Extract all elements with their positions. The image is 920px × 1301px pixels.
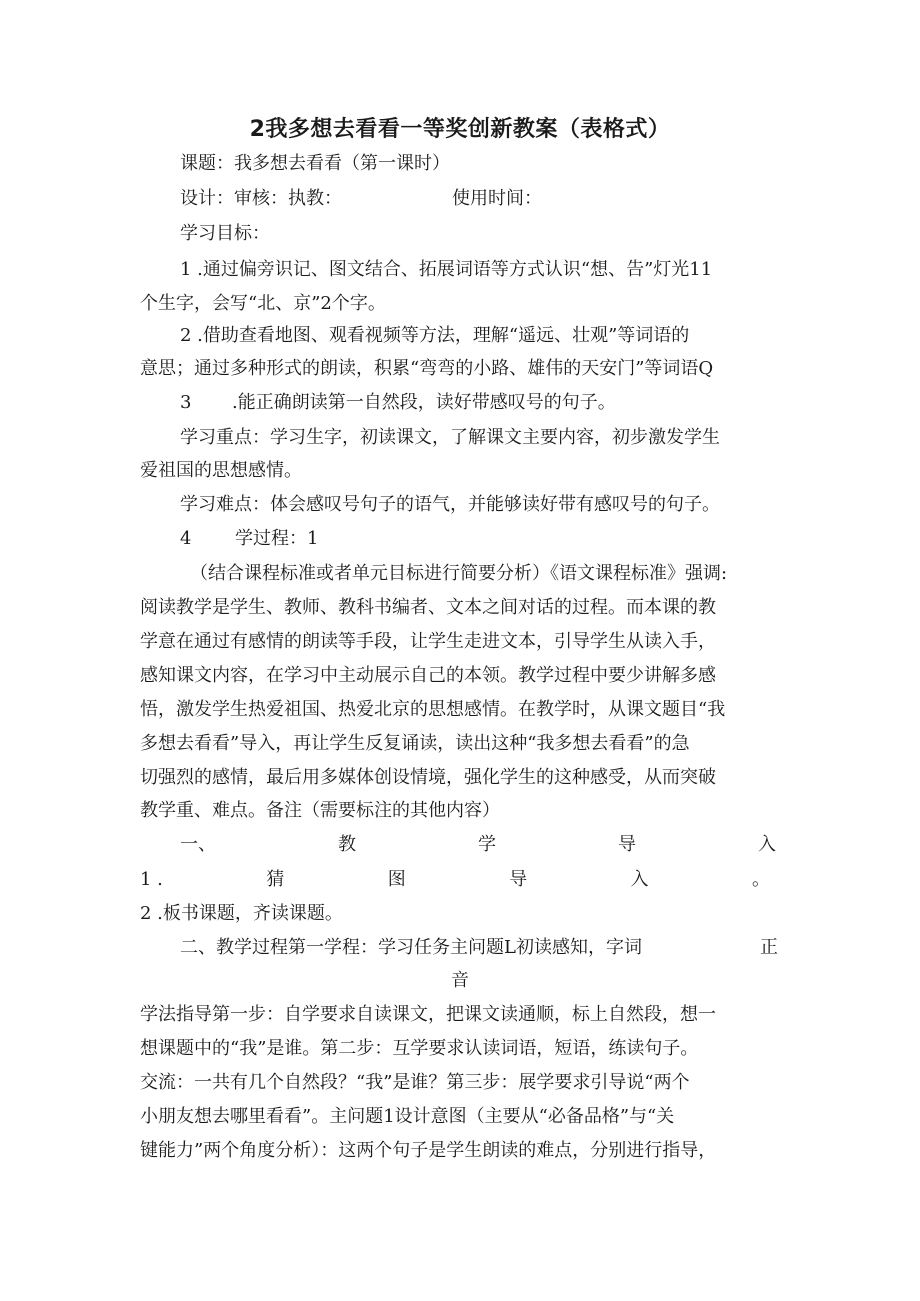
design-line: 设计：审核：执教： bbox=[180, 188, 342, 209]
guess-intro-row bbox=[140, 868, 770, 892]
intro-word: 入 bbox=[758, 834, 776, 855]
analysis-line-2: 阅读教学是学生、教师、教科书编者、文本之间对话的过程。而本课的教 bbox=[140, 597, 716, 618]
guess-word: 入 bbox=[630, 869, 649, 890]
goal-2-line-1: 2 .借助查看地图、观看视频等方法，理解“遥远、壮观”等词语的 bbox=[180, 325, 690, 346]
analysis-line-3: 学意在通过有感情的朗读等手段，让学生走进文本，引导学生从读入手， bbox=[140, 631, 716, 652]
intro-word: 学 bbox=[478, 834, 496, 855]
key-points-line-2: 爱祖国的思想感情。 bbox=[140, 460, 302, 481]
use-time-label: 使用时间： bbox=[452, 188, 542, 209]
difficulty-line: 学习难点：体会感叹号句子的语气，并能够读好带有感叹号的句子。 bbox=[180, 494, 720, 515]
section-intro-row bbox=[180, 833, 776, 857]
method-line-3: 交流：一共有几个自然段？“我”是谁？第三步：展学要求引导说“两个 bbox=[140, 1072, 690, 1093]
goal-1-line-2: 个生字，会写“北、京”2个字。 bbox=[140, 293, 386, 314]
goal-2-line-2: 意思；通过多种形式的朗读，积累“弯弯的小路、雄伟的天安门”等词语Q bbox=[140, 358, 714, 379]
intro-word: 一、 bbox=[180, 834, 216, 855]
section-2-line: 二、教学过程第一学程：学习任务主问题L初读感知，字词 bbox=[180, 937, 642, 958]
analysis-line-1: （结合课程标准或者单元目标进行简要分析）《语文课程标准》强调: bbox=[190, 563, 728, 584]
method-line-5: 键能力”两个角度分析）：这两个句子是学生朗读的难点，分别进行指导， bbox=[140, 1140, 717, 1161]
board-line: 2 .板书课题，齐读课题。 bbox=[140, 903, 343, 924]
process-number: 4 bbox=[180, 528, 192, 549]
key-points-line-1: 学习重点：学习生字，初读课文，了解课文主要内容，初步激发学生 bbox=[180, 427, 720, 448]
goals-heading: 学习目标： bbox=[180, 223, 270, 244]
method-line-2: 想课题中的“我”是谁。第二步：互学要求认读词语，短语，练读句子。 bbox=[140, 1038, 699, 1059]
method-line-1: 学法指导第一步：自学要求自读课文，把课文读通顺，标上自然段，想一 bbox=[140, 1004, 716, 1025]
method-line-4: 小朋友想去哪里看看”。主问题1设计意图（主要从“必备品格”与“关 bbox=[140, 1106, 675, 1127]
guess-word: 导 bbox=[509, 869, 528, 890]
analysis-line-8: 教学重、难点。备注（需要标注的其他内容） bbox=[140, 800, 500, 821]
process-heading: 学过程：1 bbox=[235, 528, 319, 549]
intro-word: 导 bbox=[618, 834, 636, 855]
analysis-line-6: 多想去看看”导入，再让学生反复诵读，读出这种“我多想去看看”的急 bbox=[140, 733, 690, 754]
guess-word: 。 bbox=[751, 869, 770, 890]
goal-1-line-1: 1 .通过偏旁识记、图文结合、拓展词语等方式认识“想、告”灯光11 bbox=[180, 259, 713, 280]
intro-word: 教 bbox=[338, 834, 356, 855]
analysis-line-7: 切强烈的感情，最后用多媒体创设情境，强化学生的这种感受，从而突破 bbox=[140, 767, 716, 788]
guess-word: 猜 bbox=[266, 869, 285, 890]
goal-3-text: .能正确朗读第一自然段，读好带感叹号的句子。 bbox=[232, 392, 616, 413]
lesson-title-line: 课题：我多想去看看（第一课时） bbox=[180, 153, 450, 174]
section-2-right-char: 正 bbox=[760, 937, 778, 958]
document-title: 2我多想去看看一等奖创新教案（表格式） bbox=[249, 117, 671, 142]
analysis-line-4: 感知课文内容，在学习中主动展示自己的本领。教学过程中要少讲解多感 bbox=[140, 665, 716, 686]
guess-word: 图 bbox=[387, 869, 406, 890]
goal-3-number: 3 bbox=[180, 392, 192, 413]
guess-word: 1 . bbox=[140, 869, 163, 890]
section-2-wrap-char: 音 bbox=[451, 970, 469, 991]
analysis-line-5: 悟，激发学生热爱祖国、热爱北京的思想感情。在教学时，从课文题目“我 bbox=[140, 699, 726, 720]
